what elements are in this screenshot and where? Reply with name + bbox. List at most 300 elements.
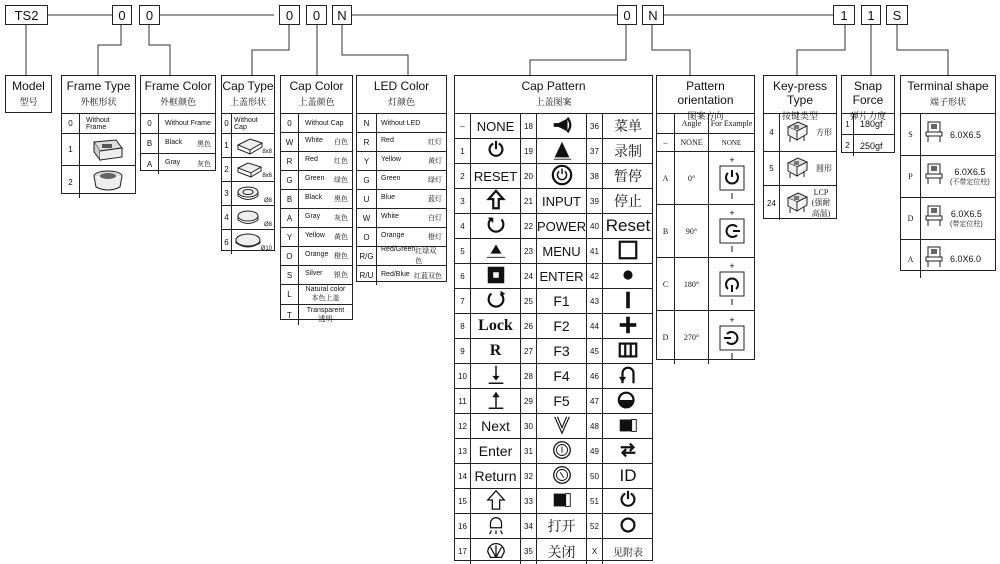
row-note: (带定位柱) [950,220,983,228]
cap-color-row [281,152,352,171]
terminal-row [901,198,995,240]
cap-pattern-column [454,75,653,561]
cap-dim: 8x8 [262,148,272,155]
pattern-glyph [537,114,586,139]
pattern-text: F2 [553,318,570,334]
pattern-text: MENU [542,243,581,259]
pattern-glyph [537,318,586,334]
pattern-code: 36 [587,114,603,138]
row-key: 6 [222,230,232,254]
svg-text:+: + [728,262,735,271]
pattern-code: 34 [521,514,537,538]
square-outline-icon [617,239,639,264]
cap-type-row [222,134,274,158]
orientation-row [657,205,754,258]
switch-image [784,117,810,148]
cap-color-row [281,171,352,190]
outline-up-arrow-icon [485,489,507,514]
pattern-code: 40 [587,214,603,238]
pattern-code: 10 [455,364,471,388]
pattern-code: 51 [587,489,603,513]
orientation-power-icon [718,156,746,200]
pattern-text: F1 [553,293,570,309]
pattern-code: 37 [587,139,603,163]
cap-pattern-title: Cap Pattern [521,79,586,93]
orientation-power-icon [718,316,746,360]
terminal-cell [921,162,995,191]
row-key: 2 [62,166,80,198]
orientation-power-icon [718,209,746,253]
row-key: A [141,154,159,174]
pattern-code: 11 [455,389,471,413]
pattern-glyph [603,489,653,514]
pattern-orientation-title: Pattern orientation [677,79,734,107]
pattern-glyph [537,269,586,284]
pattern-row [455,539,652,564]
pattern-cell [455,514,521,538]
orientation-angle: 90° [675,205,709,257]
pattern-text: 录制 [614,143,642,159]
row-value: Without Frame [86,116,110,131]
snap-force-title: Snap Force [852,79,884,107]
pattern-code: 29 [521,389,537,413]
row-value-cell [299,194,352,204]
row-value-zh: 黑色 [197,140,211,148]
row-value-cell [299,232,352,242]
row-value-cell [299,137,352,147]
pattern-code: 9 [455,339,471,363]
led-color-column [356,75,447,282]
terminal-cell [921,204,995,233]
pattern-text: F5 [553,393,570,409]
key-press-row [764,114,836,152]
pattern-cell [521,489,587,513]
row-value: Green [381,175,401,182]
cap-type-subtitle: 上盖形状 [229,97,266,107]
row-key: B [281,190,299,208]
cap-color-row [281,305,352,325]
pattern-code: 50 [587,464,603,488]
pattern-cell [587,239,653,263]
cap-color-row [281,247,352,266]
pattern-text: POWER [537,218,587,234]
power-icon [485,139,507,164]
pattern-cell [455,414,521,438]
frame-color-row [141,114,215,134]
frame-color-row [141,154,215,174]
pattern-glyph [537,542,586,562]
pattern-glyph [603,289,653,314]
pattern-text: RESET [473,168,518,184]
pattern-glyph [471,214,520,239]
cap-rect-8x6-image [232,161,274,179]
pattern-glyph [603,514,653,539]
row-value-zh: 红绿双色 [415,248,437,265]
half-circle-icon [617,389,639,414]
pattern-cell [455,339,521,363]
terminal-image [924,162,944,191]
pattern-code: 6 [455,264,471,288]
pattern-code: 5 [455,239,471,263]
pattern-glyph [471,317,520,335]
row-value-zh: 绿灯 [428,177,442,184]
pattern-glyph [471,489,520,514]
orientation-power-icon [718,262,746,306]
terminal-image [924,245,944,274]
pattern-row [455,514,652,539]
row-key: O [281,247,299,265]
cap-type-row [222,206,274,230]
code-box-model: TS2 [5,5,48,25]
cap-type-row [222,114,274,134]
pattern-code: 24 [521,264,537,288]
row-key: W [281,133,299,151]
row-value: Orange [381,232,405,239]
row-value-zh: 黄灯 [428,158,442,165]
row-key: W [357,209,377,227]
row-key: – [657,134,675,151]
pattern-row [455,189,652,214]
row-value: Green [305,175,325,182]
cap-color-row [281,228,352,247]
pattern-cell [521,289,587,313]
square-dot-icon [485,264,507,289]
row-key: 0 [62,114,80,133]
row-value-zh: 透明 [318,315,333,323]
pattern-cell [521,514,587,538]
row-value-cell [299,213,352,223]
pattern-glyph [471,239,520,264]
pattern-text: Next [481,418,510,434]
pattern-row [455,314,652,339]
pattern-cell [521,464,587,488]
pattern-row [455,439,652,464]
row-value: 方形 [816,128,832,137]
pattern-cell [455,439,521,463]
cap-color-title: Cap Color [289,79,344,93]
pattern-code: 38 [587,164,603,188]
row-value: Black [165,138,183,146]
pattern-code: 46 [587,364,603,388]
pattern-cell [455,289,521,313]
swap-icon [617,439,639,464]
pattern-code: 1 [455,139,471,163]
row-key: O [357,228,377,246]
terminal-text [950,130,981,140]
pattern-cell [587,214,653,238]
led-color-row [357,171,446,190]
cap-type-row [222,182,274,206]
bulb-icon [485,514,507,539]
row-value-cell [299,270,352,280]
pattern-glyph [537,293,586,309]
pattern-glyph [603,439,653,464]
pattern-cell [455,189,521,213]
pattern-code: 45 [587,339,603,363]
orientation-row [657,134,754,152]
pattern-cell [587,489,653,513]
snap-force-column [841,75,895,153]
frame-type-column [61,75,136,194]
row-key: R [357,133,377,151]
row-value-cell [299,286,352,303]
snap-force-row [842,135,894,156]
pattern-glyph [471,139,520,164]
code-box-cap-color: 0 [306,5,327,25]
row-key: 2 [842,135,854,156]
orientation-row [657,258,754,311]
row-key: 4 [764,114,780,151]
frame-type-row [62,114,135,134]
terminal-image [924,204,944,233]
row-value: Blue [381,194,396,201]
pattern-row [455,289,652,314]
pattern-cell [521,114,587,138]
orientation-row [657,311,754,364]
pattern-glyph [537,489,586,514]
rotate-icon [485,289,507,314]
key-press-cell [780,188,836,219]
row-key: 2 [222,158,232,181]
cap-color-row [281,114,352,133]
row-value: Yellow [305,232,325,239]
pattern-code: 33 [521,489,537,513]
pattern-cell [455,464,521,488]
row-key: 0 [281,114,299,132]
pattern-code: 16 [455,514,471,538]
row-value: Gray [305,213,321,220]
pattern-row [455,139,652,164]
pattern-code: X [587,539,603,564]
frame-color-row [141,134,215,154]
terminal-text [950,167,990,187]
model-subtitle: 型号 [19,97,38,107]
led-color-row [357,266,446,285]
pattern-cell [521,539,587,564]
pattern-cell [587,389,653,413]
row-value: Without Cap [305,119,344,127]
pattern-code: 30 [521,414,537,438]
row-value: Red/Green [381,246,416,253]
terminal-row [901,114,995,156]
row-key: Y [357,152,377,170]
row-value: Silver [305,270,323,277]
row-value: LCP (强耐高温) [811,187,831,218]
cap-color-column [280,75,353,323]
frame-type-subtitle: 外框形状 [80,97,117,107]
pattern-glyph [471,342,520,360]
pattern-glyph [537,464,586,489]
pattern-text: NONE [476,118,515,134]
key-press-cell [780,117,836,148]
row-key: D [657,311,675,364]
orientation-angle-header: Angle [675,114,709,133]
code-box-cap-pattern: 0 [617,5,637,25]
orientation-example-header: For Example [710,119,753,128]
cap-color-row [281,209,352,228]
pattern-glyph [471,169,520,184]
pattern-row [455,339,652,364]
bar-icon [617,289,639,314]
svg-text:+: + [728,156,735,165]
pattern-cell [587,314,653,338]
row-note: (不带定位柱) [950,178,990,186]
orientation-angle: 0° [675,152,709,204]
pattern-glyph [471,443,520,459]
row-value-zh: 绿色 [334,177,348,184]
pattern-glyph [537,393,586,409]
row-key: R/U [357,266,377,285]
row-key: G [357,171,377,189]
row-key: D [901,198,921,239]
model-title: Model [12,79,45,93]
pattern-cell [455,489,521,513]
row-value: 圆形 [816,164,832,173]
cap-square-8x8-image [232,137,274,155]
u-turn-icon [617,364,639,389]
pattern-glyph [537,343,586,359]
terminal-row [901,240,995,278]
key-press-cell [780,153,836,184]
pattern-text: Reset [605,216,651,235]
pattern-cell [587,289,653,313]
row-value-cell [377,246,446,266]
pattern-glyph [471,468,520,484]
pattern-cell [455,314,521,338]
row-key: 24 [764,186,780,220]
row-value: 6.0X6.5 [950,208,982,219]
row-value: White [305,137,323,144]
pattern-cell [521,239,587,263]
svg-text:+: + [728,209,735,218]
row-value-zh: 红灯 [428,139,442,146]
pattern-code: 17 [455,539,471,564]
switch-image [784,188,810,219]
pattern-cell [455,239,521,263]
pattern-text: 暂停 [614,168,642,184]
key-press-row [764,186,836,220]
key-press-type-title: Key-press Type [772,79,828,107]
key-press-type-column [763,75,837,219]
square-3.0-icon [551,489,573,514]
row-value-cell [377,194,446,204]
pattern-row [455,239,652,264]
pattern-glyph [537,164,586,189]
row-value-zh: 橙灯 [428,234,442,241]
pattern-glyph [471,539,520,564]
key-press-type-subtitle: 按键类型 [781,111,818,121]
pattern-glyph [537,194,586,209]
pattern-row [455,414,652,439]
cap-color-row [281,190,352,209]
eject-icon [485,239,507,264]
terminal-text [950,209,983,229]
pattern-glyph [537,244,586,259]
row-value: Natural color [305,286,346,293]
pattern-text: R [489,342,502,359]
pattern-text: 见附表 [613,548,643,559]
pattern-row [455,464,652,489]
pattern-cell [455,389,521,413]
terminal-text [950,254,981,264]
pattern-code: 12 [455,414,471,438]
pattern-code: 15 [455,489,471,513]
orientation-example [709,258,754,310]
row-value: Red [381,137,394,144]
switch-image [784,153,810,184]
pattern-code: 48 [587,414,603,438]
cap-dim: Ø8 [263,197,272,204]
code-box-key-press-type: 1 [833,5,855,25]
svg-text:+: + [728,315,735,325]
pattern-glyph [603,116,653,136]
dot-icon [617,264,639,289]
pattern-text: 停止 [614,193,642,209]
row-value-zh: 红蓝双色 [414,272,442,280]
cap-round-10-image [232,232,274,252]
pattern-code: 14 [455,464,471,488]
pattern-cell [521,414,587,438]
pattern-cell [521,314,587,338]
pattern-text: INPUT [542,193,581,209]
pattern-code: 8 [455,314,471,338]
pattern-text: F4 [553,368,570,384]
frame-type-title: Frame Type [66,79,131,93]
pattern-glyph [471,364,520,389]
pattern-code: 13 [455,439,471,463]
pattern-orientation-subtitle: 图案方向 [687,111,724,121]
orientation-example [709,311,754,364]
pattern-glyph [603,216,653,236]
pattern-code: – [455,114,471,138]
pattern-glyph [537,516,586,536]
row-key: A [281,209,299,227]
orientation-angle: 180° [675,258,709,310]
terminal-shape-subtitle: 端子形状 [929,97,966,107]
row-key: B [141,134,159,153]
row-value-zh: 灰色 [334,215,348,222]
pattern-cell [521,364,587,388]
row-value: Without LED [381,119,421,127]
pattern-cell [521,189,587,213]
row-value-cell [299,307,352,324]
down-ground-icon [485,364,507,389]
pattern-cell [587,189,653,213]
pattern-row [455,389,652,414]
pattern-text: 关闭 [547,543,576,560]
pattern-text: F3 [553,343,570,359]
pattern-glyph [603,141,653,161]
row-key: G [281,171,299,189]
up-ground-icon [485,389,507,414]
row-value-zh: 本色上盖 [311,295,340,302]
v-icon [551,414,573,439]
circle-power-icon [551,164,573,189]
pattern-cell [455,539,521,564]
pattern-text: 菜单 [614,118,642,134]
pattern-glyph [603,364,653,389]
frame-color-subtitle: 外框颜色 [159,97,196,107]
row-key: 5 [764,152,780,185]
row-key: 0 [222,114,232,133]
row-value-cell [299,120,352,127]
power-icon [617,489,639,514]
code-box-frame-color: 0 [139,5,160,25]
pattern-glyph [603,339,653,364]
plus-icon [617,314,639,339]
orientation-angle: NONE [675,134,709,151]
pattern-cell [455,164,521,188]
